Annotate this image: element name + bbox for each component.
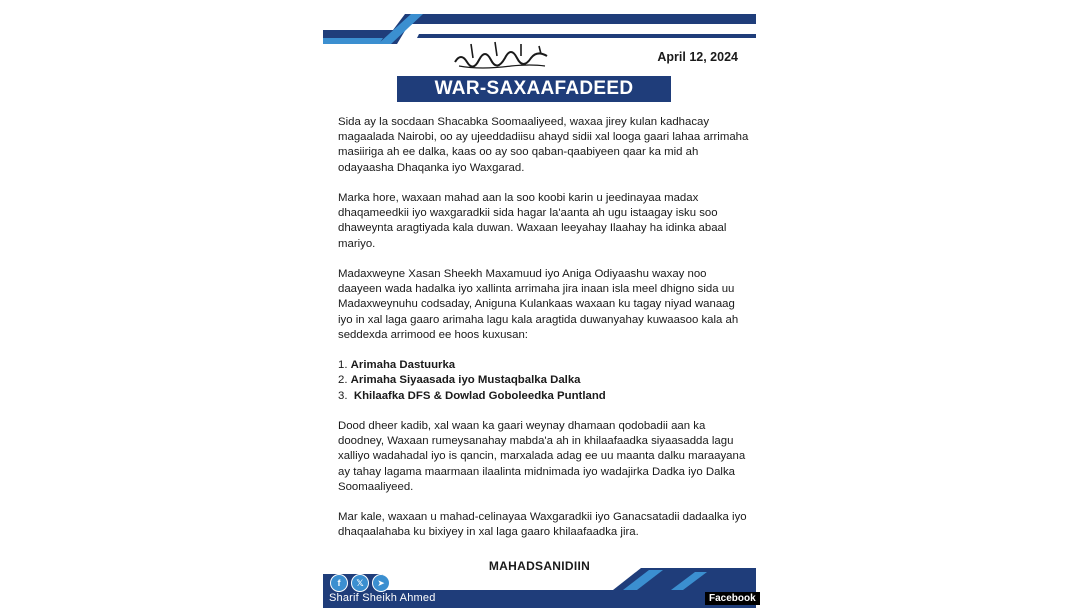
- list-item: 3. Khilaafka DFS & Dowlad Goboleedka Puntland: [338, 389, 606, 402]
- document-title: WAR-SAXAAFADEED: [397, 76, 671, 102]
- paragraph: Sida ay la socdaan Shacabka Soomaaliyeed, waxaa jirey kulan kadhacay magaalada Nairobi, oo ay ujeeddadiisu ahayd sidii xal looga gaari lahaa arrimaha masiiriga ah ee dalka, kaas oo ay soo qaban-qaabiyeen qaar ka mid ah odayaasha Dhaqanka iyo Waxgarad.: [338, 116, 749, 174]
- source-tag: Facebook: [705, 592, 760, 605]
- bismillah-calligraphy: [451, 38, 551, 72]
- telegram-icon[interactable]: ➤: [372, 574, 390, 592]
- list-item: 1. Arimaha Dastuurka: [338, 359, 456, 372]
- points-list: [338, 358, 750, 404]
- release-date: April 12, 2024: [657, 50, 738, 64]
- document-body: [338, 115, 750, 556]
- x-icon[interactable]: 𝕏: [351, 574, 369, 592]
- paragraph: Dood dheer kadib, xal waan ka gaari weynay dhamaan qodobadii aan ka doodney, Waxaan rumeysanahay mabda'a ah in khilaafaadka siyaasadda lagu xalliyo wadahadal iyo is qancin, marxalada adag ee uu maanta dalku maraayana ay tahay lagama maarmaan ilaalinta midnimada iyo wadajirka Dadka iyo Dalka Soomaaliyeed.: [338, 420, 746, 493]
- social-icons: [330, 574, 390, 592]
- facebook-icon[interactable]: f: [330, 574, 348, 592]
- paragraph: Mar kale, waxaan u mahad-celinayaa Waxgaradkii iyo Ganacsatadii dadaalka iyo dhaqaalahaba ku bixiyey in xal laga gaaro khilaafaadka jira.: [338, 511, 747, 539]
- paragraph: Marka hore, waxaan mahad aan la soo koobi karin u jeedinayaa madax dhaqameedkii iyo waxgaradkii sida hagar la'aanta ah ugu istaagay isku soo dhaweynta aragtiyada kala duwan. Waxaan leeyahay Ilaahay ha idinka abaal mariyo.: [338, 192, 727, 250]
- closing-text: MAHADSANIDIIN: [488, 559, 591, 573]
- author-name: Sharif Sheikh Ahmed: [329, 592, 436, 604]
- list-item: 2. Arimaha Siyaasada iyo Mustaqbalka Dalka: [338, 374, 581, 387]
- press-release-document: [323, 0, 756, 608]
- paragraph: Madaxweyne Xasan Sheekh Maxamuud iyo Aniga Odiyaashu waxay noo daayeen wada hadalka iyo xallinta arrimaha jira inaan isla meel dhigno sida uu Madaxweynuhu codsaday, Aniguna Kulankaas waxaan ku tagay niyad wanaag iyo in xal laga gaaro arimaha lagu kala aragtida duwanyahay kuwaasoo kala ah seddexda arrimood ee hoos kuxusan:: [338, 268, 739, 341]
